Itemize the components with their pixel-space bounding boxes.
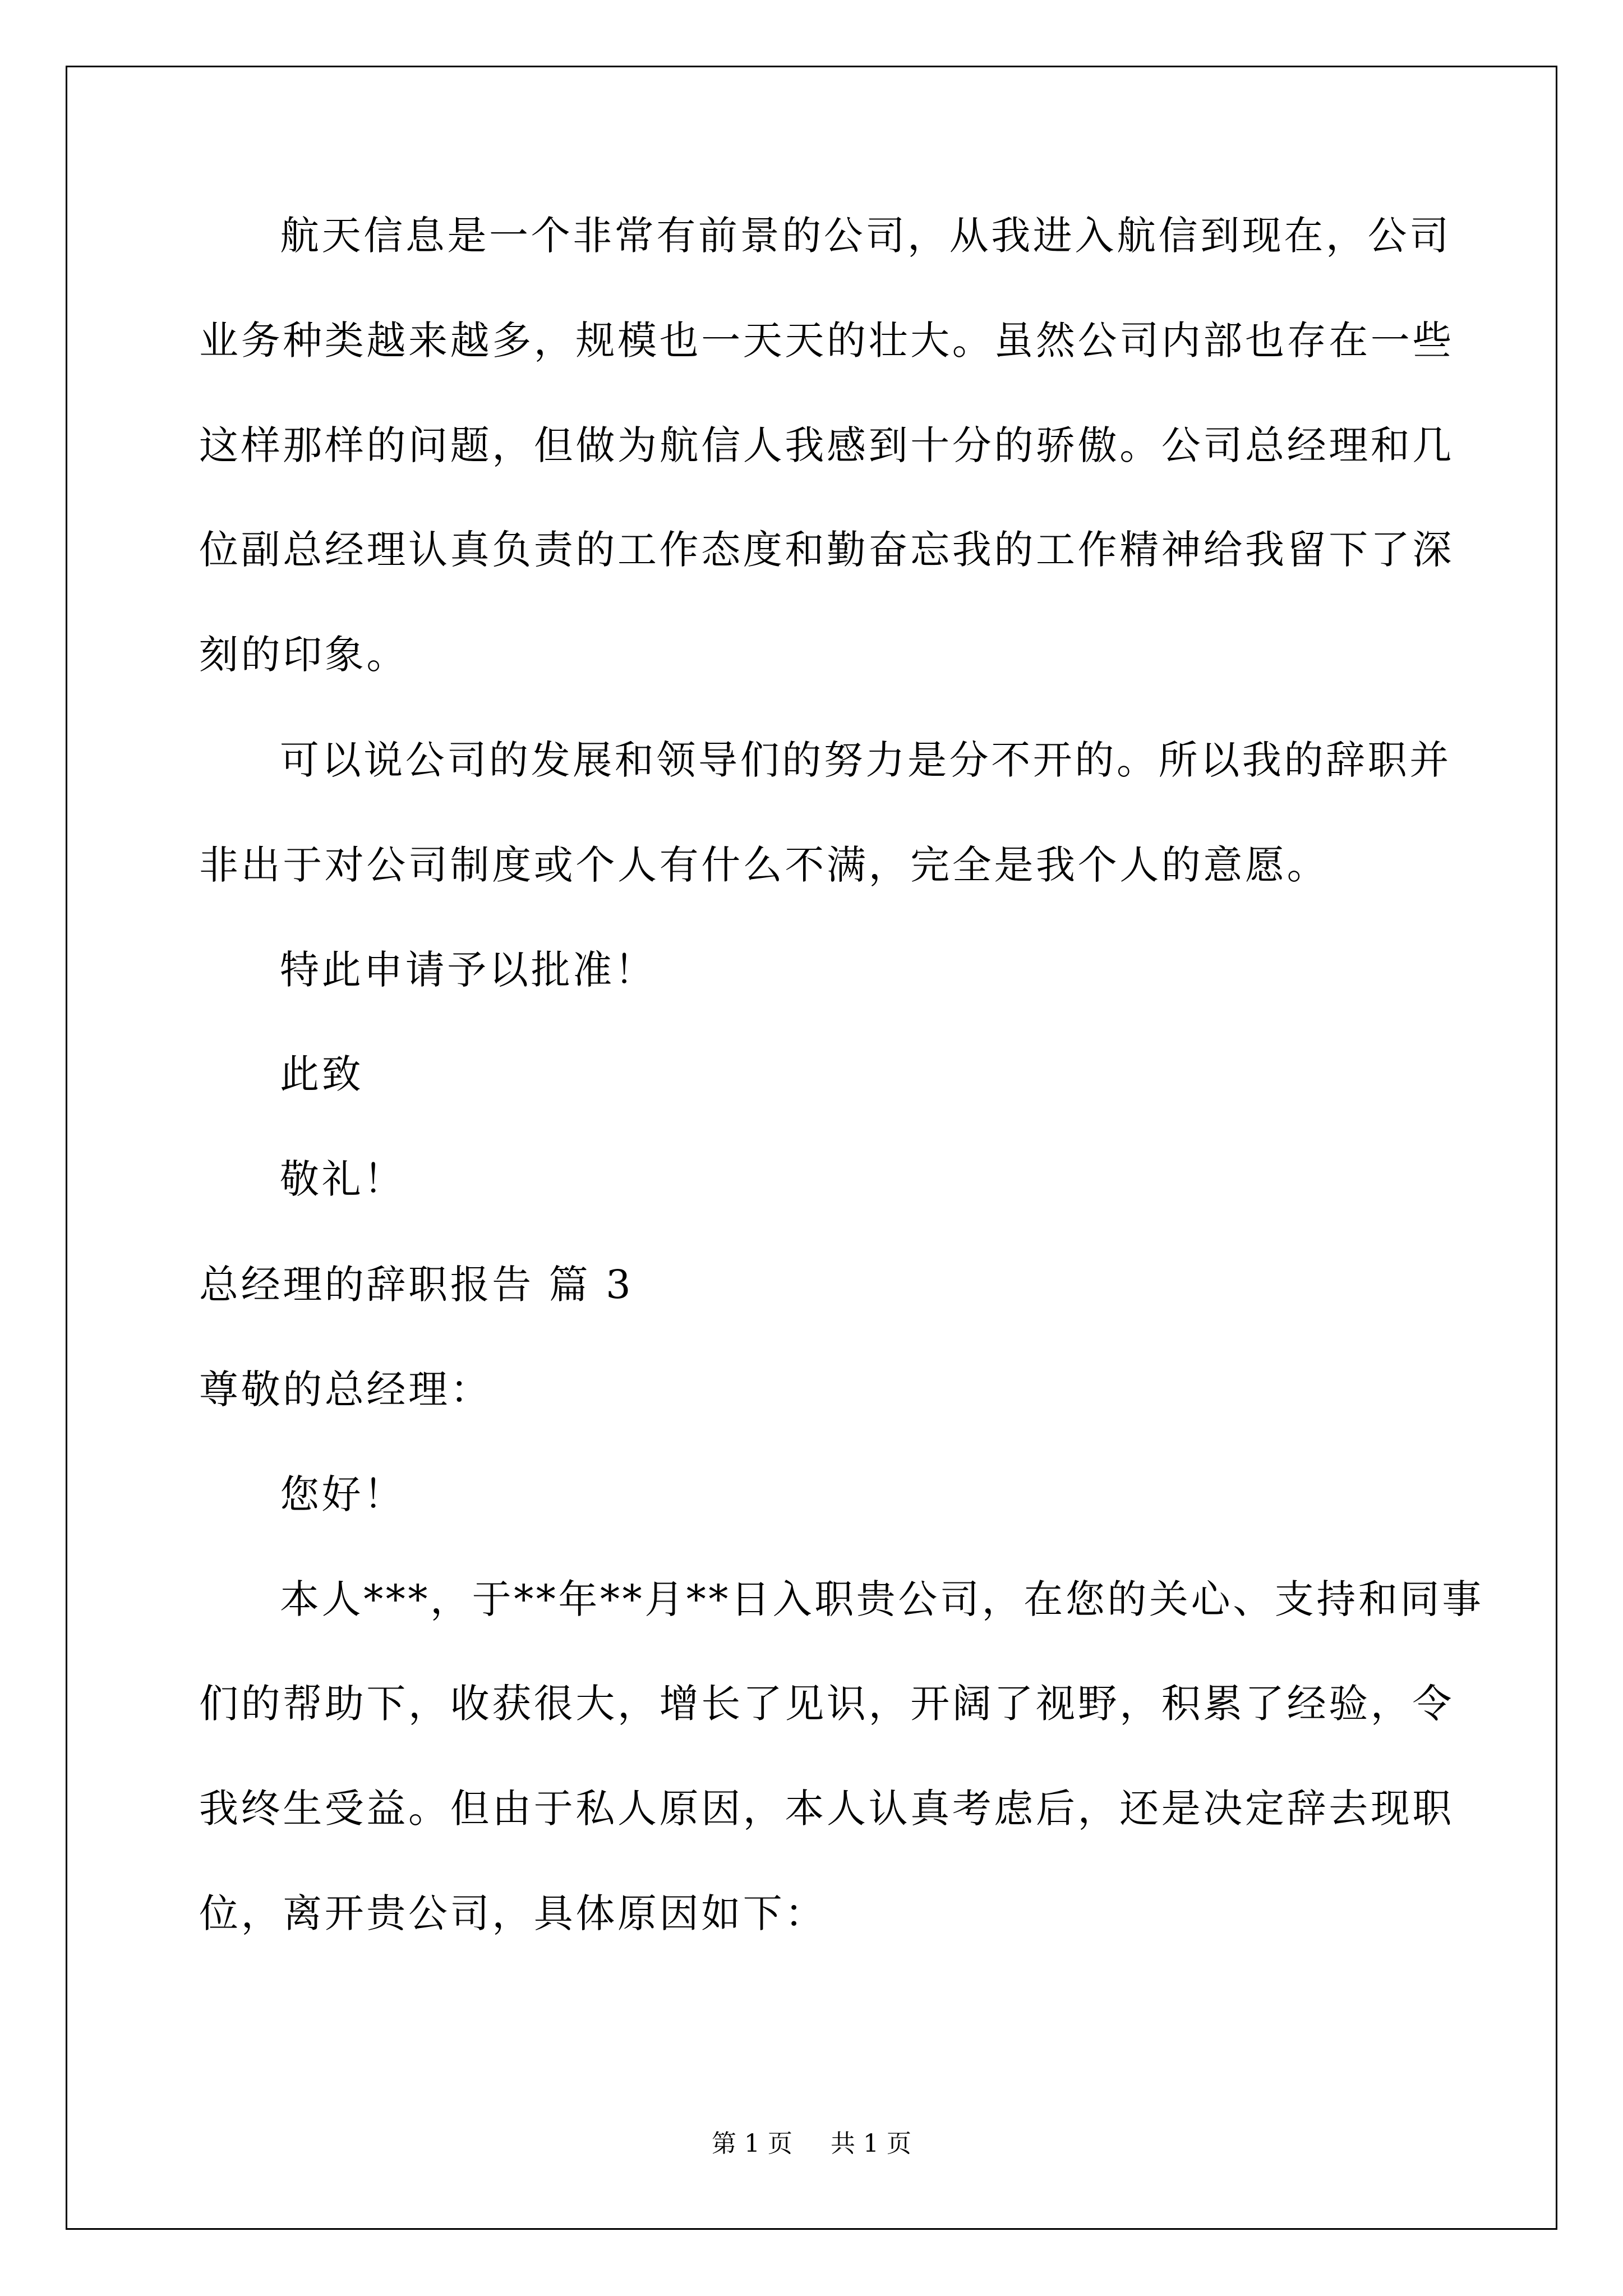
paragraph-line: 位副总经理认真负责的工作态度和勤奋忘我的工作精神给我留下了深 [199, 527, 1454, 573]
closing-line: 此致 [280, 1051, 364, 1097]
paragraph-line: 航天信息是一个非常有前景的公司，从我进入航信到现在，公司 [280, 213, 1451, 259]
page-number-total: 共 1 页 [831, 2129, 911, 2158]
paragraph-line: 们的帮助下，收获很大，增长了见识，开阔了视野，积累了经验，令 [199, 1681, 1454, 1727]
greeting: 您好！ [280, 1471, 405, 1517]
page-footer [0, 2127, 1623, 2161]
section-heading: 总经理的辞职报告 篇 3 [199, 1262, 634, 1308]
paragraph-line: 这样那样的问题，但做为航信人我感到十分的骄傲。公司总经理和几 [199, 422, 1454, 468]
paragraph-line: 刻的印象。 [199, 632, 408, 678]
salutation: 尊敬的总经理： [199, 1366, 492, 1412]
paragraph-line: 特此申请予以批准！ [280, 947, 657, 993]
page-number-current: 第 1 页 [712, 2129, 792, 2158]
paragraph-line: 位，离开贵公司，具体原因如下： [199, 1890, 827, 1936]
paragraph-line: 可以说公司的发展和领导们的努力是分不开的。所以我的辞职并 [280, 737, 1451, 783]
closing-line: 敬礼！ [280, 1156, 405, 1202]
paragraph-line: 本人***，于**年**月**日入职贵公司，在您的关心、支持和同事 [280, 1576, 1484, 1622]
paragraph-line: 业务种类越来越多，规模也一天天的壮大。虽然公司内部也存在一些 [199, 318, 1454, 364]
paragraph-line: 我终生受益。但由于私人原因，本人认真考虑后，还是决定辞去现职 [199, 1786, 1454, 1832]
paragraph-line: 非出于对公司制度或个人有什么不满，完全是我个人的意愿。 [199, 842, 1329, 888]
